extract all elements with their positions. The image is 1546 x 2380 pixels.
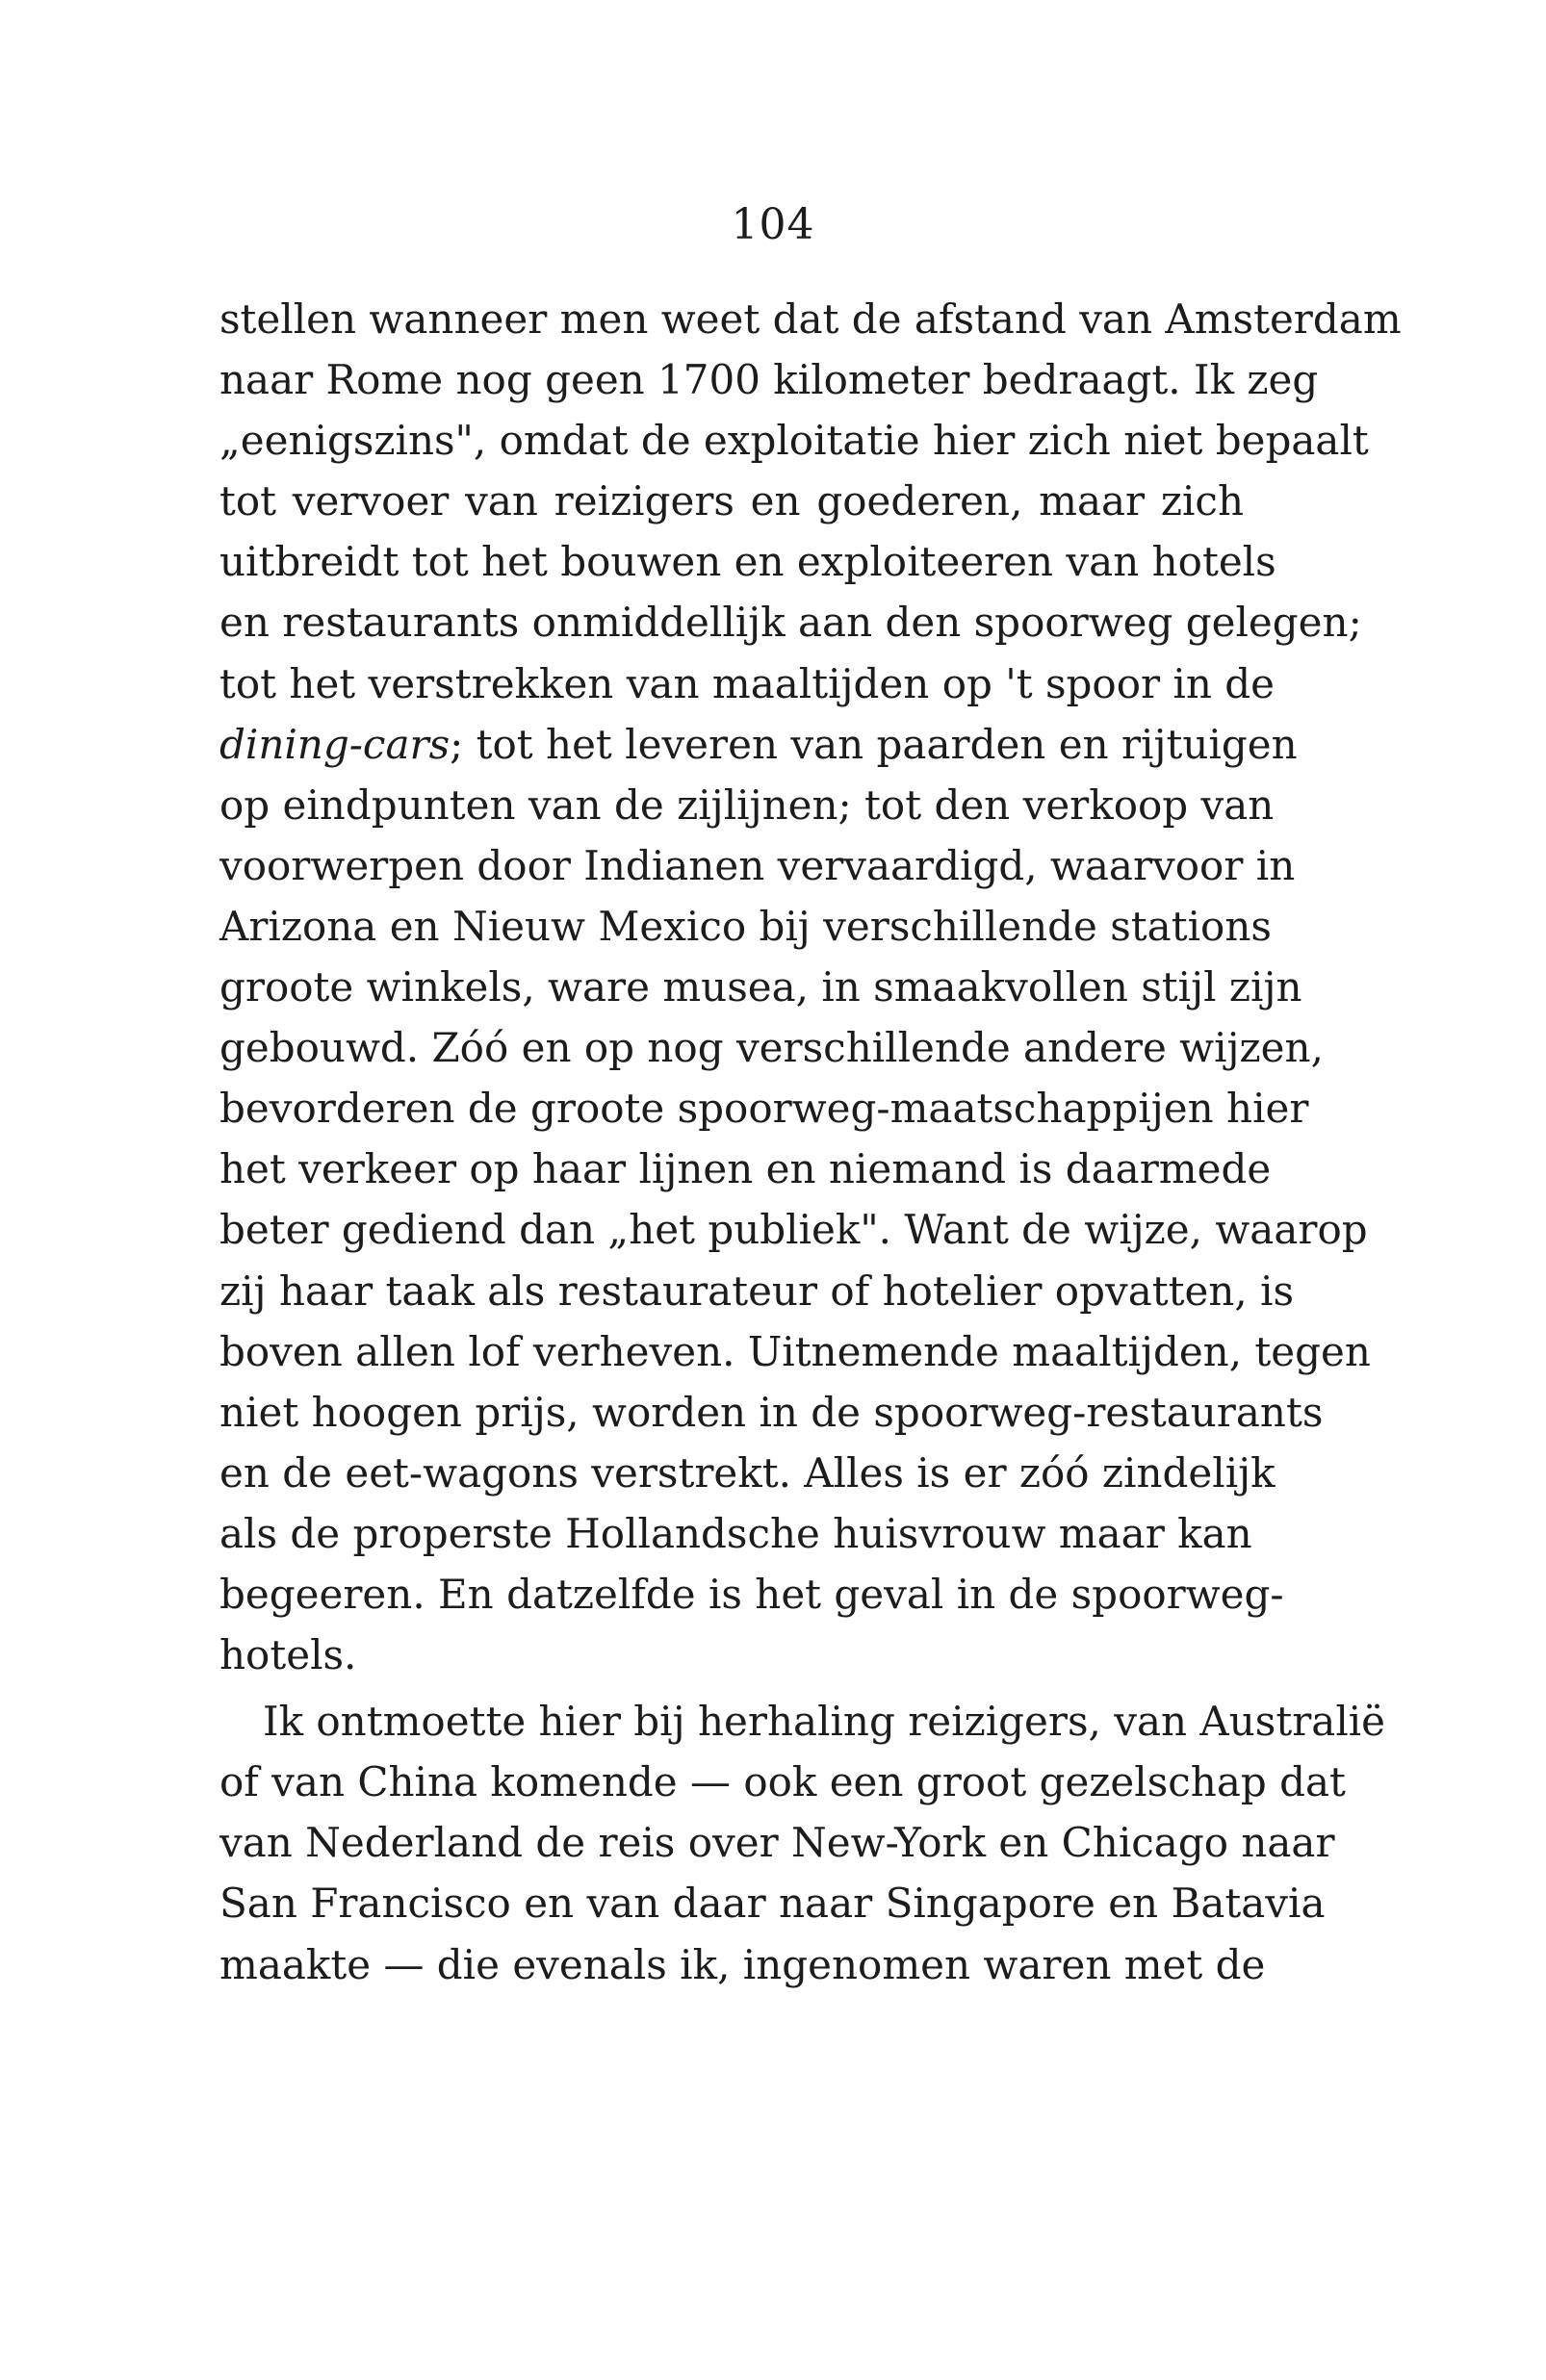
italic-term: dining-cars	[219, 720, 451, 768]
text-line	[219, 1199, 1368, 1260]
text-segment: beter gediend dan „het publiek". Want de wijze, waarop	[219, 1206, 1368, 1254]
text-segment: tot vervoer van reizigers en goederen, maar zich	[219, 477, 1244, 525]
paragraph	[219, 1691, 1386, 1994]
text-line	[219, 1503, 1252, 1564]
text-line	[219, 1139, 1272, 1199]
text-line	[219, 410, 1369, 471]
text-segment: en de eet-wagons verstrekt. Alles is er zóó zindelijk	[219, 1448, 1275, 1497]
text-segment: als de properste Hollandsche huisvrouw maar kan	[219, 1509, 1252, 1557]
text-segment: stellen wanneer men weet dat de afstand van Amsterdam	[219, 295, 1402, 343]
text-line	[219, 1261, 1295, 1321]
text-line	[219, 835, 1296, 896]
text-segment: van Nederland de reis over New-York en Chicago naar	[219, 1819, 1335, 1867]
text-segment: Ik ontmoette hier bij herhaling reizigers, van Australië	[263, 1698, 1386, 1746]
text-segment: groote winkels, ware musea, in smaakvollen stijl zijn	[219, 963, 1302, 1011]
text-line	[219, 531, 1276, 592]
text-segment: naar Rome nog geen 1700 kilometer bedraagt. Ik zeg	[219, 356, 1319, 404]
text-segment: uitbreidt tot het bouwen en exploiteeren van hotels	[219, 538, 1276, 586]
text-line	[219, 1752, 1346, 1812]
text-segment: hotels.	[219, 1631, 357, 1679]
text-segment: tot het verstrekken van maaltijden op 't spoor in de	[219, 659, 1275, 707]
text-line	[219, 349, 1319, 410]
page-number: 104	[731, 200, 815, 249]
text-line	[219, 1691, 1386, 1752]
text-line	[219, 1873, 1326, 1933]
text-segment: voorwerpen door Indianen vervaardigd, waarvoor in	[219, 841, 1296, 889]
text-line	[219, 1934, 1266, 1995]
text-line	[219, 714, 1298, 775]
text-segment: ; tot het leveren van paarden en rijtuigen	[450, 720, 1298, 768]
text-segment: bevorderen de groote spoorweg-maatschappijen hier	[219, 1085, 1309, 1133]
text-line	[219, 1078, 1309, 1139]
text-segment: gebouwd. Zóó en op nog verschillende andere wijzen,	[219, 1024, 1324, 1072]
text-segment: boven allen lof verheven. Uitnemende maaltijden, tegen	[219, 1327, 1371, 1375]
text-line	[219, 1017, 1324, 1078]
text-segment: begeeren. En datzelfde is het geval in de spoorweg-	[219, 1570, 1284, 1618]
text-line	[219, 1443, 1275, 1503]
text-line	[219, 896, 1272, 957]
text-segment: Arizona en Nieuw Mexico bij verschillende stations	[219, 902, 1272, 950]
text-segment: op eindpunten van de zijlijnen; tot den verkoop van	[219, 781, 1275, 829]
paragraph	[219, 289, 1402, 1685]
text-segment: San Francisco en van daar naar Singapore en Batavia	[219, 1880, 1326, 1928]
text-segment: niet hoogen prijs, worden in de spoorweg-restaurants	[219, 1388, 1324, 1436]
text-line	[219, 775, 1275, 835]
text-segment: het verkeer op haar lijnen en niemand is daarmede	[219, 1145, 1272, 1193]
text-segment: of van China komende — ook een groot gezelschap dat	[219, 1758, 1346, 1806]
text-line	[219, 1321, 1371, 1382]
text-segment: en restaurants onmiddellijk aan den spoorweg gelegen;	[219, 599, 1362, 647]
text-line	[219, 653, 1275, 714]
text-line	[219, 289, 1402, 349]
text-line	[219, 592, 1362, 653]
text-segment: maakte — die evenals ik, ingenomen waren met de	[219, 1940, 1266, 1988]
text-line	[219, 1382, 1324, 1443]
text-line	[219, 957, 1302, 1017]
text-segment: „eenigszins", omdat de exploitatie hier zich niet bepaalt	[219, 417, 1369, 465]
text-segment: zij haar taak als restaurateur of hotelier opvatten, is	[219, 1267, 1295, 1315]
text-line	[219, 471, 1244, 531]
text-line	[219, 1625, 1244, 1685]
body-text	[219, 289, 1402, 1995]
text-line	[219, 1564, 1284, 1625]
text-line	[219, 1812, 1335, 1873]
